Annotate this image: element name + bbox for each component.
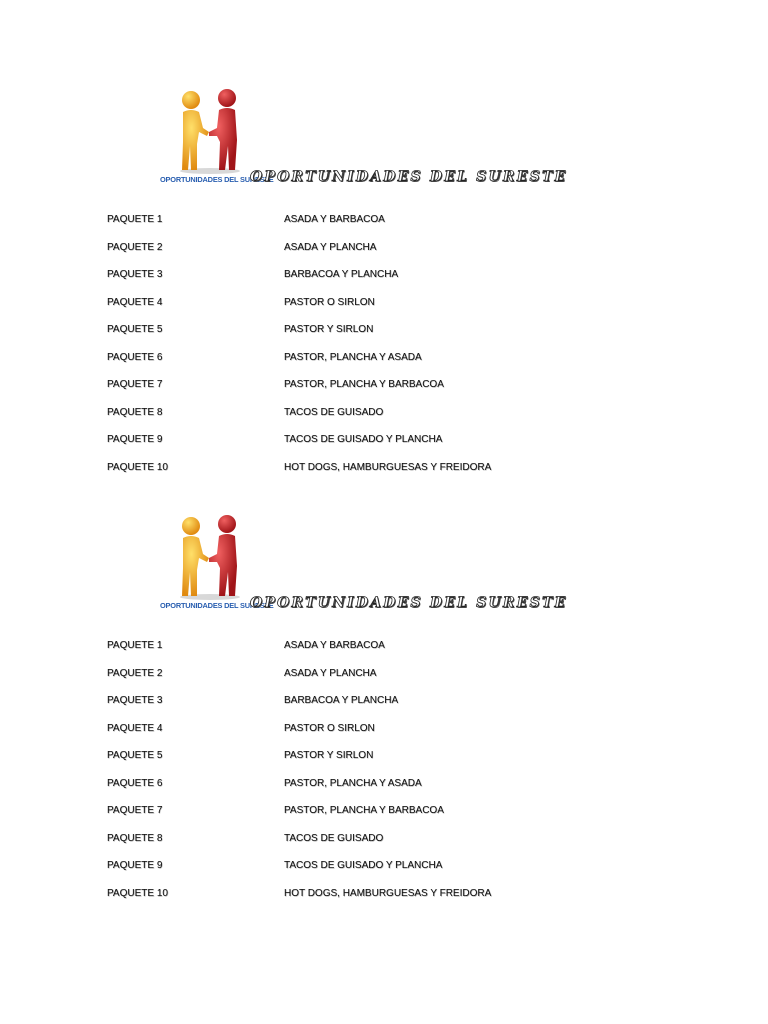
company-title: OPORTUNIDADES DEL SURESTE	[250, 169, 568, 185]
list-item	[0, 456, 768, 484]
list-item	[0, 882, 768, 910]
handshake-figures-icon	[175, 510, 245, 600]
list-item	[0, 263, 768, 291]
package-number: PAQUETE 7	[107, 379, 163, 390]
package-number: PAQUETE 4	[107, 722, 163, 734]
package-number: PAQUETE 2	[107, 241, 163, 253]
package-number: PAQUETE 5	[107, 324, 163, 335]
package-number: PAQUETE 10	[107, 461, 168, 473]
list-item	[0, 634, 768, 662]
package-description: HOT DOGS, HAMBURGUESAS Y FREIDORA	[284, 887, 492, 899]
list-item	[0, 827, 768, 855]
list-item	[0, 799, 768, 827]
package-description: PASTOR, PLANCHA Y ASADA	[284, 351, 422, 363]
package-description: TACOS DE GUISADO Y PLANCHA	[284, 860, 443, 871]
package-description: ASADA Y BARBACOA	[284, 640, 385, 651]
package-number: PAQUETE 6	[107, 777, 163, 789]
package-number: PAQUETE 2	[107, 667, 163, 679]
list-item	[0, 717, 768, 745]
list-item	[0, 236, 768, 264]
package-description: PASTOR, PLANCHA Y BARBACOA	[284, 379, 444, 390]
package-number: PAQUETE 9	[107, 860, 163, 871]
list-item	[0, 428, 768, 456]
package-description: BARBACOA Y PLANCHA	[284, 695, 399, 706]
package-number: PAQUETE 1	[107, 640, 163, 651]
list-item	[0, 373, 768, 401]
package-description: PASTOR, PLANCHA Y ASADA	[284, 777, 422, 789]
package-number: PAQUETE 10	[107, 887, 168, 899]
package-description: PASTOR, PLANCHA Y BARBACOA	[284, 805, 444, 816]
logo-small-text: OPORTUNIDADES DEL SURESTE	[160, 175, 274, 184]
package-description: PASTOR O SIRLON	[284, 722, 375, 734]
package-number: PAQUETE 9	[107, 434, 163, 445]
package-description: ASADA Y PLANCHA	[284, 241, 377, 253]
package-description: BARBACOA Y PLANCHA	[284, 269, 399, 280]
package-description: HOT DOGS, HAMBURGUESAS Y FREIDORA	[284, 461, 492, 473]
package-number: PAQUETE 8	[107, 406, 163, 418]
package-description: TACOS DE GUISADO Y PLANCHA	[284, 434, 443, 445]
package-number: PAQUETE 5	[107, 750, 163, 761]
package-number: PAQUETE 1	[107, 214, 163, 225]
list-item	[0, 208, 768, 236]
package-list	[0, 634, 768, 909]
list-item	[0, 854, 768, 882]
package-number: PAQUETE 6	[107, 351, 163, 363]
company-title: OPORTUNIDADES DEL SURESTE	[250, 595, 568, 611]
package-number: PAQUETE 4	[107, 296, 163, 308]
list-item	[0, 744, 768, 772]
logo-small-text: OPORTUNIDADES DEL SURESTE	[160, 601, 274, 610]
package-description: PASTOR Y SIRLON	[284, 750, 374, 761]
list-item	[0, 346, 768, 374]
package-description: ASADA Y PLANCHA	[284, 667, 377, 679]
list-item	[0, 401, 768, 429]
list-item	[0, 318, 768, 346]
package-description: ASADA Y BARBACOA	[284, 214, 385, 225]
list-item	[0, 772, 768, 800]
handshake-figures-icon	[175, 84, 245, 174]
package-number: PAQUETE 8	[107, 832, 163, 844]
list-item	[0, 662, 768, 690]
list-item	[0, 291, 768, 319]
package-description: TACOS DE GUISADO	[284, 832, 384, 844]
package-number: PAQUETE 3	[107, 695, 163, 706]
package-description: PASTOR O SIRLON	[284, 296, 375, 308]
list-item	[0, 689, 768, 717]
package-description: TACOS DE GUISADO	[284, 406, 384, 418]
package-list	[0, 208, 768, 483]
package-number: PAQUETE 3	[107, 269, 163, 280]
package-description: PASTOR Y SIRLON	[284, 324, 374, 335]
package-number: PAQUETE 7	[107, 805, 163, 816]
